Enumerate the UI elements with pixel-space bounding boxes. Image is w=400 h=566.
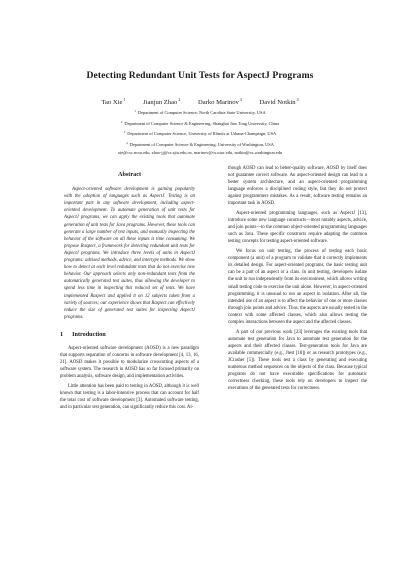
left-column [60,171,199,411]
intro-paragraph: Little attention has been paid to testing in AOSD, although it is well known that testing is a labor-intensive process that can account for half the total cost of software development [3]. Automated software testing, and in particular test generation, can significantly reduce this cost. Al- [60,383,199,411]
affiliation: $^1$ Department of Computer Science, North Carolina State University, USA [134,109,266,115]
body-paragraph: A part of our previous work [23] leverages the existing tools that automate test generation for Java to automate test generation for the aspects and their affected classes. Test-generation tools for Java are available commercially (e.g., Jtest [18]) or as research prototypes (e.g., JCrasher [5]). These tools test a class by generating and executing numerous method sequences on the objects of the class. Because typical programs do not have executable specifications for automatic correctness checking, these tools rely on developers to inspect the executions of the generated tests for correctness. [228,329,367,392]
abstract-text: Aspect-oriented software development is gaining popularity with the adoption of languages such as AspectJ. Testing is an important part in any software development, including aspect-oriented development. To automate generation of unit tests for AspectJ programs, we can apply the existing tools that automate generation of unit tests for Java programs. However, these tools can generate a large number of test inputs, and manually inspecting the behavior of the software on all these inputs is time consuming. We propose Raspect, a framework for detecting redundant unit tests for AspectJ programs. We introduce three levels of units in AspectJ programs: advised methods, advice, and intertype methods. We show how to detect at each level redundant tests that do not exercise new behavior. Our approach selects only non-redundant tests from the automatically generated test suites, thus allowing the developer to spend less time in inspecting this reduced set of tests. We have implemented Raspect and applied it on 12 subjects taken from a variety of sources; our experience shows that Raspect can effectively reduce the size of generated test suites for inspecting AspectJ programs. [64,187,195,320]
affiliation: $^3$ Department of Computer Science, University of Illinois at Urbana-Champaign, USA [123,130,277,137]
paper-title: Detecting Redundant Unit Tests for AspectJ Programs [86,70,314,81]
body-paragraph: though AOSD can lead to better-quality software, AOSD by itself does not guarantee correct software. An aspect-oriented design can lead to a better system architecture, and an aspect-oriented programming language enforces a disciplined coding style, but they do not protect against programmers mistakes. As a result, software testing remains an important task in AOSD. [228,166,367,207]
affiliation: $^4$ Department of Computer Science & Engineering, University of Washington, USA [126,140,274,147]
body-paragraph: We focus on unit testing, the process of testing each basic component (a unit) of a program to validate that it correctly implements its detailed design. For aspect-oriented programs, the basic testing unit can be a part of an aspect or a class. In unit testing, developers isolate the unit to run independently from its environment, which allows writing small testing code to exercise the unit alone. However, in aspect-oriented programming, it is unusual to run an aspect in isolation. After all, the intended use of an aspect is to affect the behavior of one or more classes through join points and advice. Thus, the aspects are usually tested in the context with some affected classes, which also allows testing the complex interactions between the aspect and the affected classes. [228,249,367,325]
author: Darko Marinov$^3$ [197,97,242,106]
right-column [228,165,367,392]
introduction-heading: 1 Introduction [60,330,106,338]
affiliation: $^2$ Department of Computer Science & Engineering, Shanghai Jiao Tong University, China [120,119,280,126]
author-emails: xie@csc.ncsu.edu, zhao-jj@cs.sjtu.edu.cn, marinov@cs.uiuc.edu, notkin@cs.washington.edu [117,150,283,156]
body-paragraph: Aspect-oriented programming languages, such as AspectJ [13], introduce some new language constructs—most notably aspects, advice, and join points—to the common object-oriented programming languages such as Java. These specific constructs require adapting the common testing concepts for testing aspect-oriented software. [228,211,367,245]
abstract-heading: Abstract [117,171,142,178]
affiliation-list [0,107,400,158]
author: Jianjun Zhao$^2$ [143,97,181,106]
intro-paragraph: Aspect-oriented software development (AOSD) is a new paradigm that supports separation of concerns in software development [4, 13, 16, 21]. AOSD makes it possible to modularize crosscutting aspects of a software system. The research in AOSD has so far focused primarily on problem analysis, software design, and implementation activities. [60,345,199,380]
author-list [0,97,400,106]
author: David Notkin$^4$ [259,97,299,106]
author: Tao Xie$^1$ [101,97,126,106]
